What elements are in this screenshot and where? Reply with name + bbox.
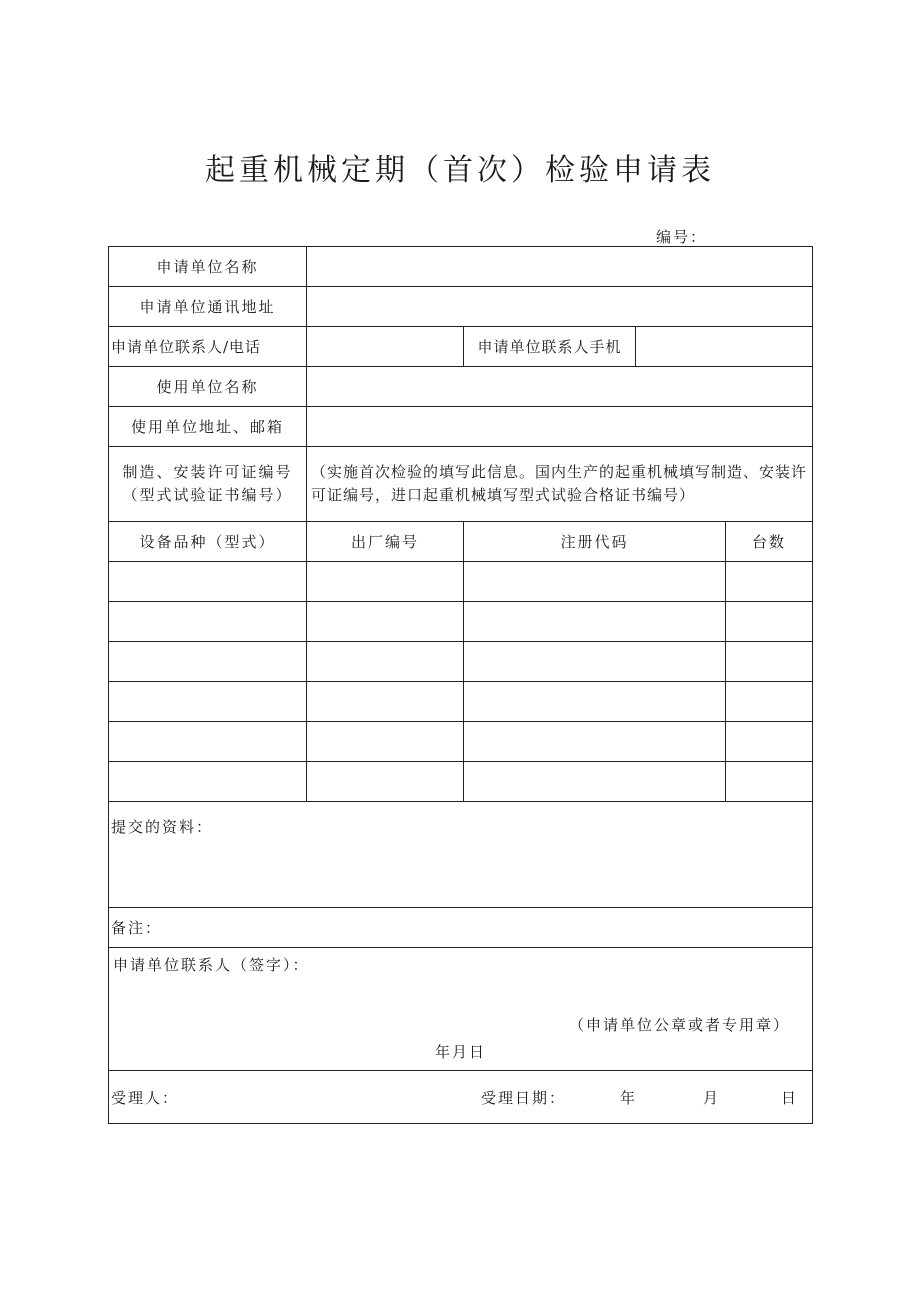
user-name-field[interactable] <box>307 367 813 407</box>
equipment-registration-cell[interactable] <box>464 682 726 722</box>
receiver-label: 受理人： <box>111 1089 180 1107</box>
receipt-section[interactable] <box>109 1071 813 1124</box>
contact-signature-label: 申请单位联系人（签字）： <box>113 956 310 974</box>
license-label-line1: 制造、安装许可证编号 <box>122 463 293 481</box>
equipment-serial-cell[interactable] <box>307 722 464 762</box>
equipment-row <box>109 722 813 762</box>
user-name-label: 使用单位名称 <box>109 367 307 407</box>
equipment-type-cell[interactable] <box>109 762 307 802</box>
application-form <box>108 246 813 1124</box>
user-address-email-label: 使用单位地址、邮箱 <box>109 407 307 447</box>
submitted-materials-label: 提交的资料： <box>111 818 214 836</box>
license-note[interactable]: （实施首次检验的填写此信息。国内生产的起重机械填写制造、安装许可证编号，进口起重机械填写型式试验合格证书编号） <box>307 447 813 522</box>
equipment-quantity-cell[interactable] <box>726 562 813 602</box>
license-label-line2: （型式试验证书编号） <box>122 486 293 504</box>
equipment-registration-cell[interactable] <box>464 762 726 802</box>
remarks-field[interactable] <box>109 908 813 948</box>
receipt-date-label: 受理日期： <box>481 1089 567 1107</box>
equipment-quantity-cell[interactable] <box>726 682 813 722</box>
equipment-header-quantity: 台数 <box>726 522 813 562</box>
seal-label: （申请单位公章或者专用章） <box>568 1016 790 1034</box>
submitted-materials-field[interactable] <box>109 802 813 908</box>
equipment-quantity-cell[interactable] <box>726 722 813 762</box>
remarks-label: 备注： <box>111 919 163 937</box>
receipt-day-label: 日 <box>781 1089 799 1107</box>
equipment-serial-cell[interactable] <box>307 602 464 642</box>
equipment-quantity-cell[interactable] <box>726 642 813 682</box>
applicant-name-field[interactable] <box>307 247 813 287</box>
equipment-registration-cell[interactable] <box>464 562 726 602</box>
equipment-registration-cell[interactable] <box>464 642 726 682</box>
equipment-type-cell[interactable] <box>109 602 307 642</box>
equipment-header-serial: 出厂编号 <box>307 522 464 562</box>
applicant-address-field[interactable] <box>307 287 813 327</box>
equipment-quantity-cell[interactable] <box>726 602 813 642</box>
applicant-contact-phone-field[interactable] <box>307 327 464 367</box>
applicant-name-label: 申请单位名称 <box>109 247 307 287</box>
applicant-address-label: 申请单位通讯地址 <box>109 287 307 327</box>
equipment-serial-cell[interactable] <box>307 642 464 682</box>
signature-section[interactable] <box>109 948 813 1071</box>
equipment-quantity-cell[interactable] <box>726 762 813 802</box>
equipment-header-type: 设备品种（型式） <box>109 522 307 562</box>
equipment-row <box>109 602 813 642</box>
equipment-type-cell[interactable] <box>109 562 307 602</box>
applicant-contact-mobile-field[interactable] <box>636 327 813 367</box>
applicant-contact-phone-label: 申请单位联系人/电话 <box>109 327 307 367</box>
equipment-serial-cell[interactable] <box>307 562 464 602</box>
signature-date-label: 年月日 <box>435 1043 487 1061</box>
equipment-row <box>109 562 813 602</box>
equipment-header-registration: 注册代码 <box>464 522 726 562</box>
receipt-month-label: 月 <box>703 1089 721 1107</box>
receipt-year-label: 年 <box>620 1089 638 1107</box>
user-address-email-field[interactable] <box>307 407 813 447</box>
equipment-row <box>109 762 813 802</box>
equipment-row <box>109 682 813 722</box>
equipment-registration-cell[interactable] <box>464 602 726 642</box>
form-title: 起重机械定期（首次）检验申请表 <box>205 153 715 188</box>
equipment-type-cell[interactable] <box>109 722 307 762</box>
equipment-registration-cell[interactable] <box>464 722 726 762</box>
serial-number-label: 编号： <box>656 228 708 246</box>
equipment-serial-cell[interactable] <box>307 762 464 802</box>
equipment-type-cell[interactable] <box>109 682 307 722</box>
equipment-type-cell[interactable] <box>109 642 307 682</box>
equipment-row <box>109 642 813 682</box>
applicant-contact-mobile-label: 申请单位联系人手机 <box>464 327 636 367</box>
equipment-serial-cell[interactable] <box>307 682 464 722</box>
